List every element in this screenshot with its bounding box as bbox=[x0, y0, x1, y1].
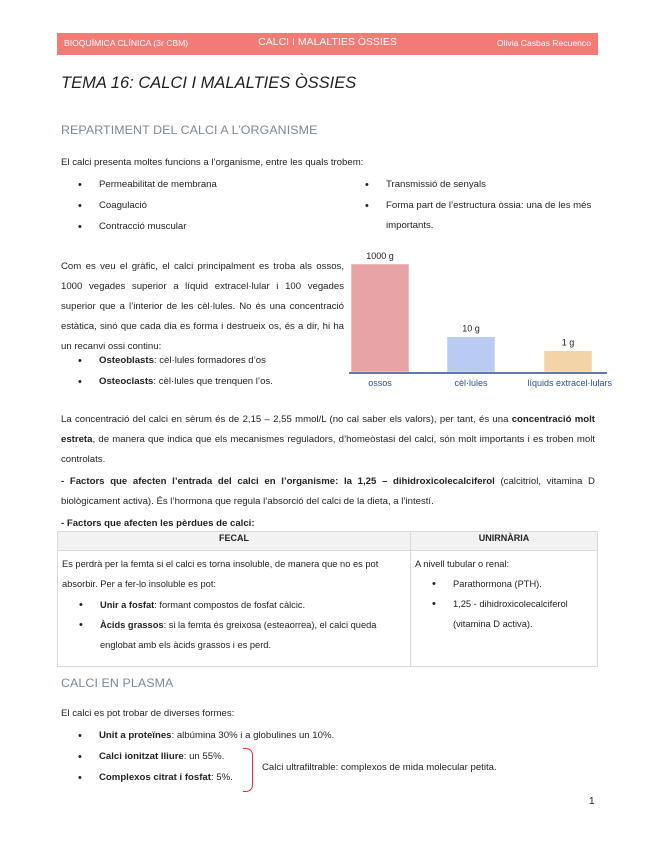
bar-1 bbox=[447, 337, 495, 372]
header-course: BIOQUÍMICA CLÍNICA (3r CBM) bbox=[64, 38, 189, 48]
value-label: 1 g bbox=[561, 337, 575, 348]
section-heading-plasma: CALCI EN PLASMA bbox=[61, 676, 174, 690]
intro-text: El calci presenta moltes funcions a l’organisme, entre les quals trobem: bbox=[61, 157, 364, 168]
list-item: • Unit a proteïnes: albúmina 30% i a globulines un 10%. bbox=[61, 726, 351, 746]
value-label: 1000 g bbox=[366, 251, 394, 261]
header-topic: CALCI I MALALTIES ÒSSIES bbox=[258, 36, 397, 48]
list-item: • Coagulació bbox=[61, 196, 331, 216]
list-item: • Calci ionitzat lliure: un 55%. bbox=[61, 747, 351, 767]
list-item: • Osteoclasts: cèl·lules que trenquen l’os. bbox=[61, 372, 341, 392]
calcium-losses-table bbox=[57, 531, 598, 667]
bracket-icon bbox=[243, 748, 253, 792]
section-heading-distribution: REPARTIMENT DEL CALCI A L’ORGANISME bbox=[61, 123, 318, 137]
list-item: • 1,25 - dihidroxicolecalciferol (vitamina D activa). bbox=[415, 594, 593, 634]
list-item: • Parathormona (PTH). bbox=[415, 574, 593, 594]
table-header-fecal: FECAL bbox=[58, 532, 411, 551]
bar-0 bbox=[351, 264, 409, 372]
urinary-list bbox=[415, 574, 593, 634]
bar-2 bbox=[544, 351, 592, 372]
page-number: 1 bbox=[589, 796, 595, 807]
narrow-concentration-term: concentració molt estreta bbox=[61, 414, 595, 445]
header-author: Olivia Casbas Recuenco bbox=[496, 38, 591, 48]
table-header-urinary: UNIRNÀRIA bbox=[411, 532, 598, 551]
category-label: ossos bbox=[368, 378, 392, 388]
list-item: • Àcids grassos: si la femta és greixosa (esteaorrea), el calci queda englobat amb els àcids grassos i es perd. bbox=[62, 615, 406, 655]
fecal-list bbox=[62, 595, 406, 655]
list-item: • Contracció muscular bbox=[61, 217, 331, 237]
category-label: cèl·lules bbox=[454, 378, 488, 388]
osteoclasts-term: Osteoclasts bbox=[99, 376, 154, 387]
page-header bbox=[57, 33, 598, 55]
fecal-cell bbox=[58, 551, 411, 667]
list-item: • Permeabilitat de membrana bbox=[61, 175, 331, 195]
list-item: • Forma part de l’estructura òssia: una de les més importants. bbox=[348, 196, 603, 236]
list-item: • Unir a fosfat: formant compostos de fosfat càlcic. bbox=[62, 595, 406, 615]
urinary-text: A nivell tubular o renal: bbox=[415, 559, 510, 569]
osteoblasts-term: Osteoblasts bbox=[99, 355, 154, 366]
serum-concentration-paragraph: La concentració del calci en sèrum és de 2,15 – 2,55 mmol/L (no cal saber els valors), per tant, és una concentració molt estreta, de manera que indica que els mecanismes reguladors, d’homeòstasi del calci, són molt importants i es troben molt controlats. bbox=[61, 414, 595, 465]
functions-list-right bbox=[348, 175, 603, 236]
bone-cells-list bbox=[61, 351, 341, 392]
list-item: • Transmissió de senyals bbox=[348, 175, 603, 195]
losses-label: - Factors que afecten les pèrdues de calci: bbox=[61, 518, 255, 529]
calcium-distribution-chart bbox=[345, 245, 615, 395]
plasma-intro: El calci es pot trobar de diverses formes: bbox=[61, 708, 235, 719]
functions-list-left bbox=[61, 175, 331, 237]
ultrafiltrable-note: Calci ultrafiltrable: complexos de mida molecular petita. bbox=[262, 762, 497, 773]
value-label: 10 g bbox=[462, 323, 480, 334]
category-label: líquids extracel·lulars bbox=[527, 378, 612, 388]
distribution-paragraph: Com es veu el gràfic, el calci principalment es troba als ossos, 1000 vegades superior a líquid extracel·lular i 100 vegades superior que a l’interior de les cèl·lules. No és una concentració estàtica, sinó que cada dia es forma i destrueix os, és a dir, hi ha un recanvi ossi continu: bbox=[61, 261, 344, 352]
list-item: • Complexos citrat i fosfat: 5%. bbox=[61, 768, 351, 788]
fecal-text: Es perdrà per la femta si el calci es torna insoluble, de manera que no es pot absorbir. Per a fer-lo insoluble es pot: bbox=[62, 559, 379, 589]
urinary-cell bbox=[411, 551, 598, 667]
calcium-entry-paragraph: - Factors que afecten l’entrada del calci en l’organisme: la 1,25 – dihidroxicolecalciferol (calcitriol, vitamina D biològicament activa). És l’hormona que regula l’absorció del calci de la dieta, a l’intestí. bbox=[61, 476, 595, 507]
list-item: • Osteoblasts: cèl·lules formadores d’os bbox=[61, 351, 341, 371]
page-title: TEMA 16: CALCI I MALALTIES ÒSSIES bbox=[61, 74, 357, 92]
plasma-forms-list bbox=[61, 726, 351, 788]
